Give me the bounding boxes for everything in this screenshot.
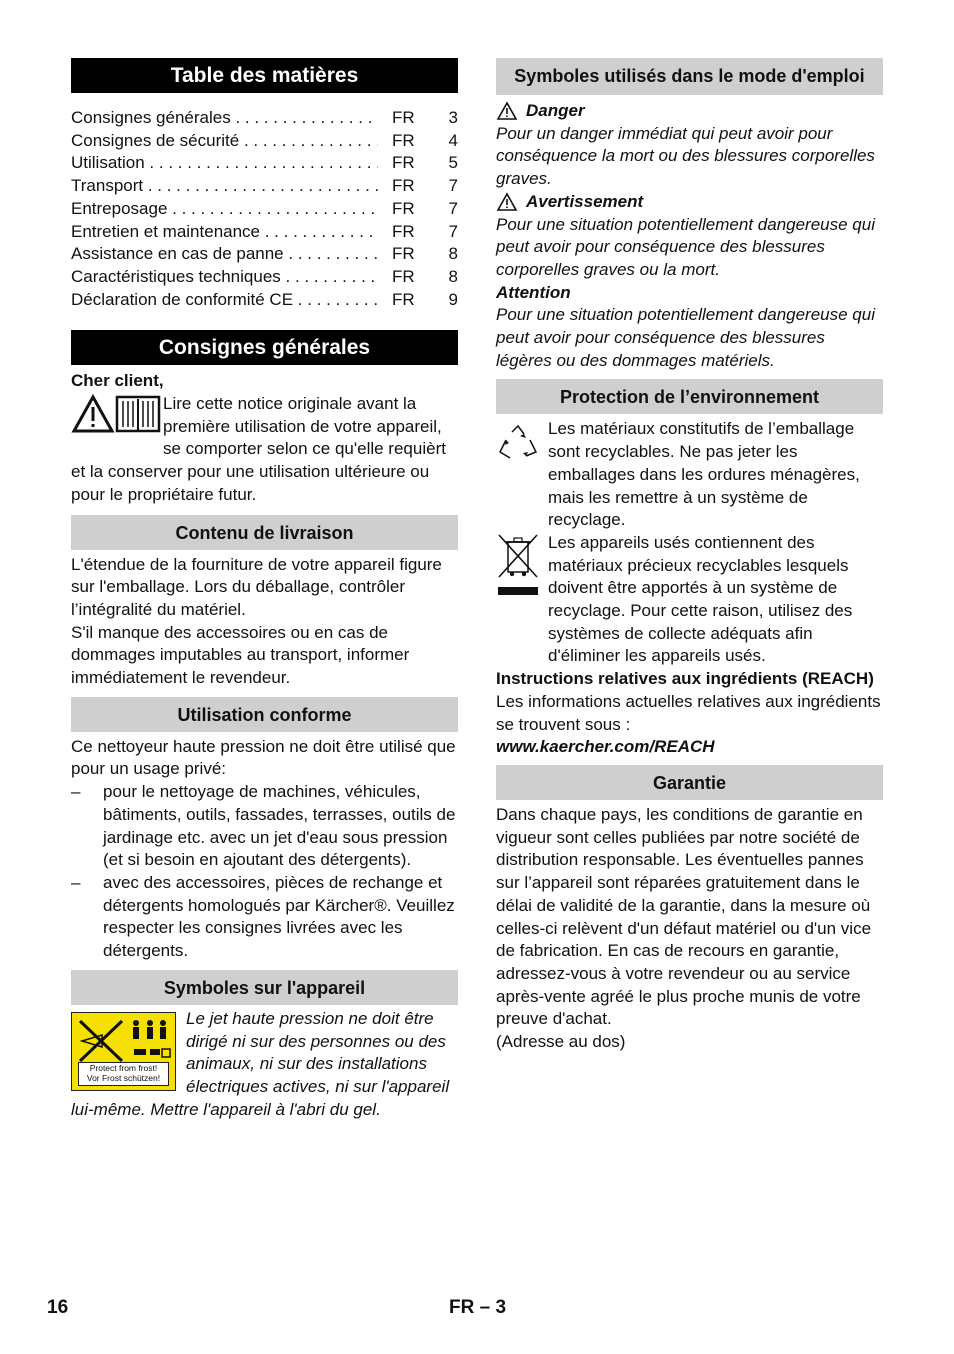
intro-text: Lire cette notice originale avant la première utilisation de votre appareil, se comporter selon ce qu'elle requièrt et la conserver pour une utilisation ultérieure ou pour le propriétaire futur. [71,394,446,504]
danger-label-row [496,100,883,123]
weee-block [496,532,883,668]
list-item: – avec des accessoires, pièces de rechange et détergents homologués par Kärcher®. Veuillez respecter les consignes livrées avec les détergents. [71,872,455,961]
device-symbols-block [71,1008,458,1122]
section-page: FR – 3 [449,1297,507,1318]
toc-entry[interactable]: Déclaration de conformité CE . . . FR 9 [71,289,458,312]
toc-entry[interactable]: Consignes de sécurité . . . FR 4 [71,130,458,153]
warranty-address: (Adresse au dos) [496,1032,626,1052]
delivery-heading: Contenu de livraison [71,515,458,550]
warranty-heading: Garantie [496,765,883,800]
warning-label-row [496,191,883,214]
warning-text: Pour une situation potentiellement dangereuse qui peut avoir pour conséquence des blessures corporelles graves ou la mort. [496,214,875,279]
toc-entry[interactable]: Consignes générales . . . FR 3 [71,107,458,130]
toc-entry[interactable]: Entretien et maintenance . . . FR 7 [71,221,458,244]
recycling-text: Les matériaux constitutifs de l’emballage sont recyclables. Ne pas jeter les emballages dans les ordures ménagères, mais les remettre à un système de recyclage. [548,419,860,530]
list-item: – pour le nettoyage de machines, véhicules, bâtiments, outils, fassades, terrasses, outils de jardinage etc. avec un jet d'eau sous pression (et si besoin en ajoutant des détergents). [71,782,456,870]
greeting: Cher client, [71,371,164,391]
warning-triangle-icon [496,192,518,212]
warning-book-icon [71,393,163,440]
crossed-bin-icon [496,532,548,668]
intro-block [71,393,458,507]
toc-entry[interactable]: Entreposage . . . FR 7 [71,198,458,221]
weee-text: Les appareils usés contiennent des matériaux précieux recyclables lesquels doivent être apportés à un système de recyclage. Pour cette raison, utilisez des systèmes de collecte adéquats afin d'éliminer les appareils usés. [548,532,853,666]
reach-text: Les informations actuelles relatives aux ingrédients se trouvent sous : [496,691,881,734]
warning-triangle-icon [496,101,518,121]
toc-entry[interactable]: Utilisation . . . FR 5 [71,152,458,175]
toc-heading: Table des matières [71,58,458,93]
toc-list [71,107,458,311]
page-number: 16 [47,1297,69,1318]
manual-symbols-heading: Symboles utilisés dans le mode d'emploi [496,58,883,95]
environment-heading: Protection de l’environnement [496,379,883,414]
danger-text: Pour un danger immédiat qui peut avoir pour conséquence la mort ou des blessures corporelles graves. [496,123,875,189]
warranty-text: Dans chaque pays, les conditions de garantie en vigueur sont celles publiées par notre société de distribution responsable. Les éventuelles pannes sur l’appareil sont réparées gratuitement dans le délai de validité de la garantie, dans la mesure où celles-ci relèvent d'un défaut matériel ou d'un vice de fabrication. En cas de recours en garantie, adressez-vous à votre revendeur ou au service après-vente agréé le plus proche munis de votre preuve d'achat. [496,804,872,1029]
sticker-label: Protect from frost! Vor Frost schützen! [78,1062,169,1086]
recycling-block [496,418,883,532]
left-column [71,58,458,1121]
attention-text: Pour une situation potentiellement dangereuse qui peut avoir pour conséquence des blessures légères ou des dommages matériels. [496,305,875,370]
device-symbols-text: Le jet haute pression ne doit être dirigé ni sur des personnes ou des animaux, ni sur des installations électriques actives, ni sur l'appareil lui-même. Mettre l'appareil à l'abri du gel. [71,1008,450,1119]
danger-label: Danger [526,101,585,120]
recycle-icon [496,418,548,532]
attention-label: Attention [496,282,571,302]
usage-intro: Ce nettoyeur haute pression ne doit être utilisé que pour un usage privé: [71,736,456,779]
device-symbols-heading: Symboles sur l'appareil [71,970,458,1005]
no-spray-icon [72,1013,175,1065]
delivery-text-2: S'il manque des accessoires ou en cas de dommages imputables au transport, informer immédiatement le revendeur. [71,622,410,688]
toc-entry[interactable]: Caractéristiques techniques . . . FR 8 [71,266,458,289]
warning-label: Avertissement [526,191,644,211]
general-heading: Consignes générales [71,330,458,365]
toc-entry[interactable]: Transport . . . FR 7 [71,175,458,198]
delivery-text-1: L'étendue de la fourniture de votre appareil figure sur l'emballage. Lors du déballage, contrôler l’intégralité du matériel. [71,554,442,619]
reach-heading: Instructions relatives aux ingrédients (REACH) [496,669,874,689]
frost-warning-sticker [71,1012,176,1091]
right-column [496,58,883,1054]
reach-link[interactable]: www.kaercher.com/REACH [496,737,715,757]
toc-entry[interactable]: Assistance en cas de panne . . . FR 8 [71,243,458,266]
usage-heading: Utilisation conforme [71,697,458,732]
